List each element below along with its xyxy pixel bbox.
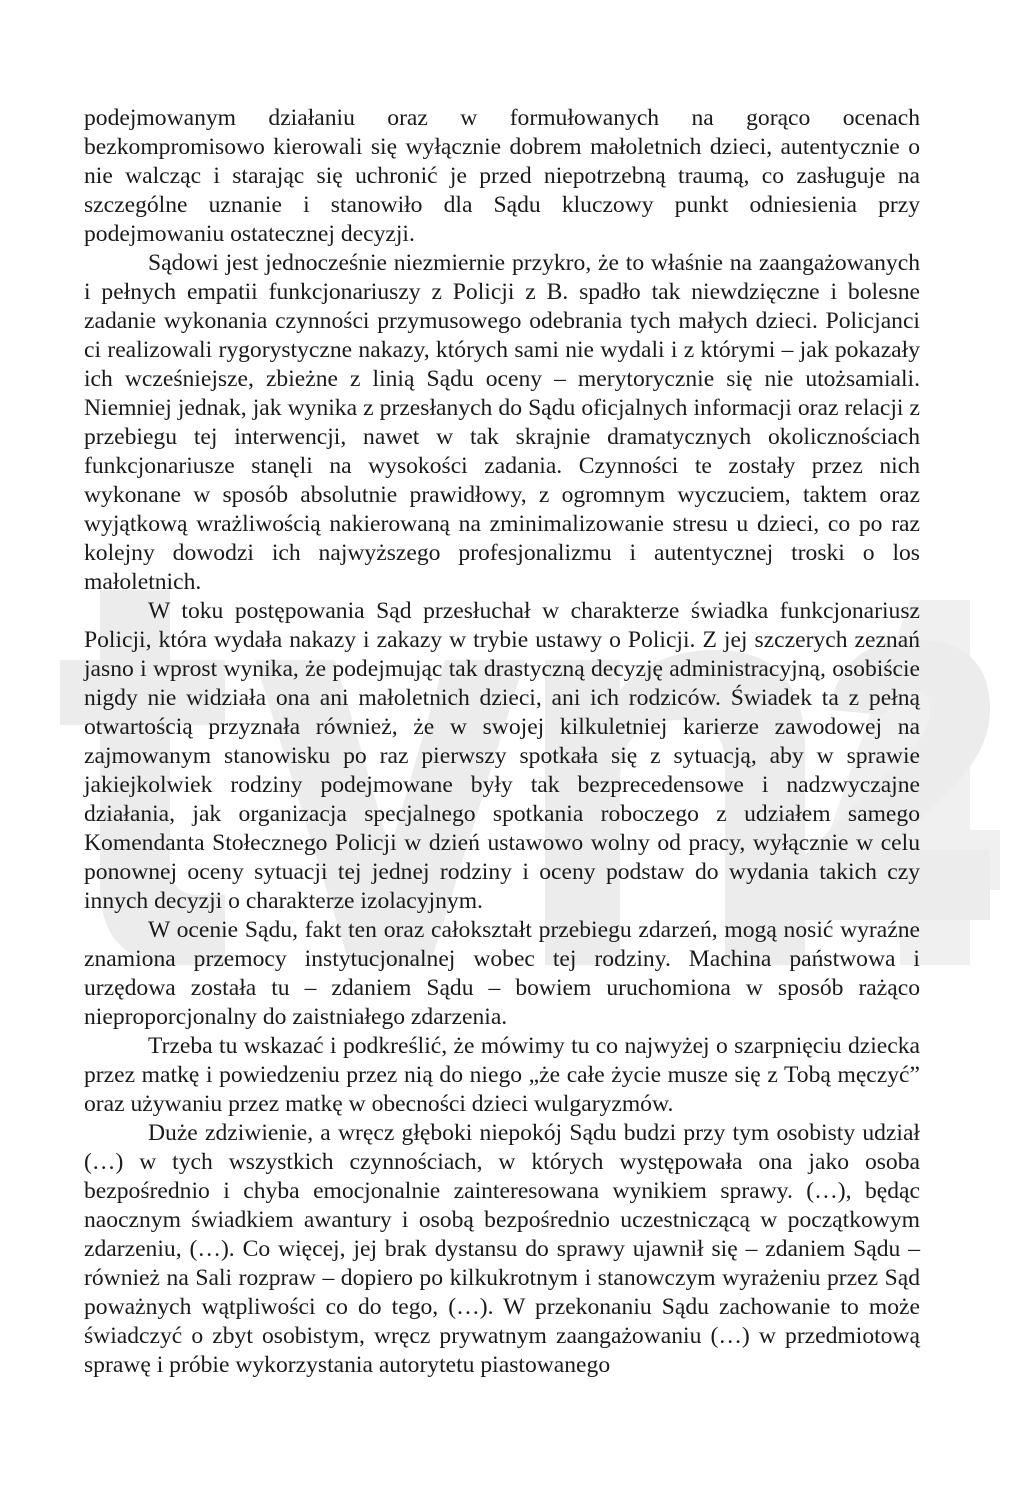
paragraph-continuation: podejmowanym działaniu oraz w formułowanych na gorąco ocenach bezkompromisowo kierowali się wyłącznie dobrem małoletnich dzieci, autentycznie o nie walcząc i starając się uchronić je przed niepotrzebną traumą, co zasługuje na szczególne uznanie i stanowiło dla Sądu kluczowy punkt odniesienia przy podejmowaniu ostatecznej decyzji. — [84, 105, 920, 247]
paragraph-witness-testimony: W toku postępowania Sąd przesłuchał w charakterze świadka funkcjonariusz Policji, która wydała nakazy i zakazy w trybie ustawy o Policji. Z jej szczerych zeznań jasno i wprost wynika, że podejmując tak drastyczną decyzję administracyjną, osobiście nigdy nie widziała ona ani małoletnich dzieci, ani ich rodziców. Świadek ta z pełną otwartością przyznała również, że w swojej kilkuletniej karierze zawodowej na zajmowanym stanowisku po raz pierwszy spotkała się z sytuacją, aby w sprawie jakiejkolwiek rodziny podejmowane były tak bezprecedensowe i nadzwyczajne działania, jak organizacja specjalnego spotkania roboczego z udziałem samego Komendanta Stołecznego Policji w dzień ustawowo wolny od pracy, wyłącznie w celu ponownej oceny sytuacji tej jednej rodziny i oceny podstaw do wydania takich czy innych decyzji o charakterze izolacyjnym. — [84, 598, 920, 914]
paragraph-incident-description: Trzeba tu wskazać i podkreślić, że mówimy tu co najwyżej o szarpnięciu dziecka przez matkę i powiedzeniu przez nią do niego „że całe życie musze się z Tobą męczyć” oraz używaniu przez matkę w obecności dzieci wulgaryzmów. — [84, 1033, 920, 1117]
paragraph-institutional-violence: W ocenie Sądu, fakt ten oraz całokształt przebiegu zdarzeń, mogą nosić wyraźne znamiona przemocy instytucjonalnej wobec tej rodziny. Machina państwowa i urzędowa została tu – zdaniem Sądu – bowiem uruchomiona w sposób rażąco nieproporcjonalny do zaistniałego zdarzenia. — [84, 917, 920, 1030]
paragraph-court-concern: Duże zdziwienie, a wręcz głęboki niepokój Sądu budzi przy tym osobisty udział (…) w tych wszystkich czynnościach, w których występowała ona jako osoba bezpośrednio i chyba emocjonalnie zainteresowana wynikiem sprawy. (…), będąc naocznym świadkiem awantury i osobą bezpośrednio uczestniczącą w początkowym zdarzeniu, (…). Co więcej, jej brak dystansu do sprawy ujawnił się – zdaniem Sądu – również na Sali rozpraw – dopiero po kilkukrotnym i stanowczym wyrażeniu przez Sąd poważnych wątpliwości co do tego, (…). W przekonaniu Sądu zachowanie to może świadczyć o zbyt osobistym, wręcz prywatnym zaangażowaniu (…) w przedmiotową sprawę i próbie wykorzystania autorytetu piastowanego — [84, 1120, 920, 1378]
paragraph-police-officers: Sądowi jest jednocześnie niezmiernie przykro, że to właśnie na zaangażowanych i pełnych empatii funkcjonariuszy z Policji z B. spadło tak niewdzięczne i bolesne zadanie wykonania czynności przymusowego odebrania tych małych dzieci. Policjanci ci realizowali rygorystyczne nakazy, których sami nie wydali i z którymi – jak pokazały ich wcześniejsze, zbieżne z linią Sądu oceny – merytorycznie się nie utożsamiali. Niemniej jednak, jak wynika z przesłanych do Sądu oficjalnych informacji oraz relacji z przebiegu tej interwencji, nawet w tak skrajnie dramatycznych okolicznościach funkcjonariusze stanęli na wysokości zadania. Czynności te zostały przez nich wykonane w sposób absolutnie prawidłowy, z ogromnym wyczuciem, taktem oraz wyjątkową wrażliwością nakierowaną na zminimalizowanie stresu u dzieci, co po raz kolejny dowodzi ich najwyższego profesjonalizmu i autentycznej troski o los małoletnich. — [84, 250, 920, 595]
document-body — [84, 104, 920, 1380]
